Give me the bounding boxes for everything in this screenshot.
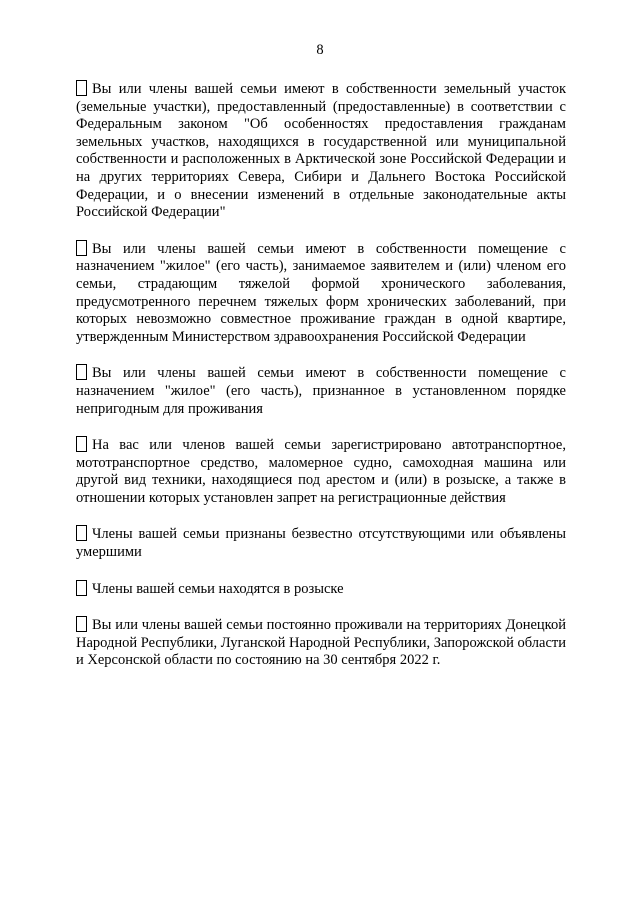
checkbox-item-unfit-housing [76,364,566,418]
checkbox-label: Вы или члены вашей семьи постоянно проживали на территориях Донецкой Народной Республики, Луганской Народной Республики, Запорожской области и Херсонской области по состоянию на 30 сентября 2022 г. [76,617,567,669]
checkbox-label: Вы или члены вашей семьи имеют в собственности помещение с назначением "жилое" (его часть), занимаемое заявителем и (или) членом его семьи, страдающим тяжелой формой хронического заболевания, предусмотренного перечнем тяжелых форм хронических заболеваний, при которых невозможно совместное проживание граждан в одной квартире, утвержденным Министерством здравоохранения Российской Федерации [76,240,566,345]
checkbox-chronic-disease-housing[interactable] [76,240,87,256]
checkbox-label: Вы или члены вашей семьи имеют в собственности помещение с назначением "жилое" (его часть), признанное в установленном порядке непригодным для проживания [76,365,566,417]
checkbox-label: Вы или члены вашей семьи имеют в собственности земельный участок (земельные участки), предоставленный (предоставленные) в соответствии с Федеральным законом "Об особенностях предоставления гражданам земельных участков, находящихся в государственной или муниципальной собственности и расположенных в Арктической зоне Российской Федерации и на других территориях Севера, Сибири и Дальнего Востока Российской Федерации, и о внесении изменений в отдельные законодательные акты Российской Федерации" [76,81,566,221]
checkbox-land-plot-arctic[interactable] [76,80,87,96]
page-number: 8 [316,42,324,58]
checkbox-label: Члены вашей семьи находятся в розыске [92,580,344,597]
checkbox-item-missing-family [76,525,566,561]
checkbox-label: На вас или членов вашей семьи зарегистрировано автотранспортное, мототранспортное средство, маломерное судно, самоходная машина или другой вид техники, находящиеся под арестом и (или) в розыске, а также в отношении которых установлен запрет на регистрационные действия [76,437,566,506]
checkbox-label: Члены вашей семьи признаны безвестно отсутствующими или объявлены умершими [76,526,566,561]
checkbox-item-land-plot-arctic [76,80,566,222]
checkbox-item-new-territories-residence [76,616,566,670]
checkbox-wanted-family[interactable] [76,580,87,596]
checkbox-item-vehicle-arrest [76,436,566,507]
checkbox-vehicle-arrest[interactable] [76,436,87,452]
checkbox-new-territories-residence[interactable] [76,616,87,632]
checkbox-item-chronic-disease-housing [76,240,566,347]
checkbox-missing-family[interactable] [76,525,87,541]
checkbox-list [76,80,566,685]
checkbox-item-wanted-family [76,580,566,599]
checkbox-unfit-housing[interactable] [76,364,87,380]
